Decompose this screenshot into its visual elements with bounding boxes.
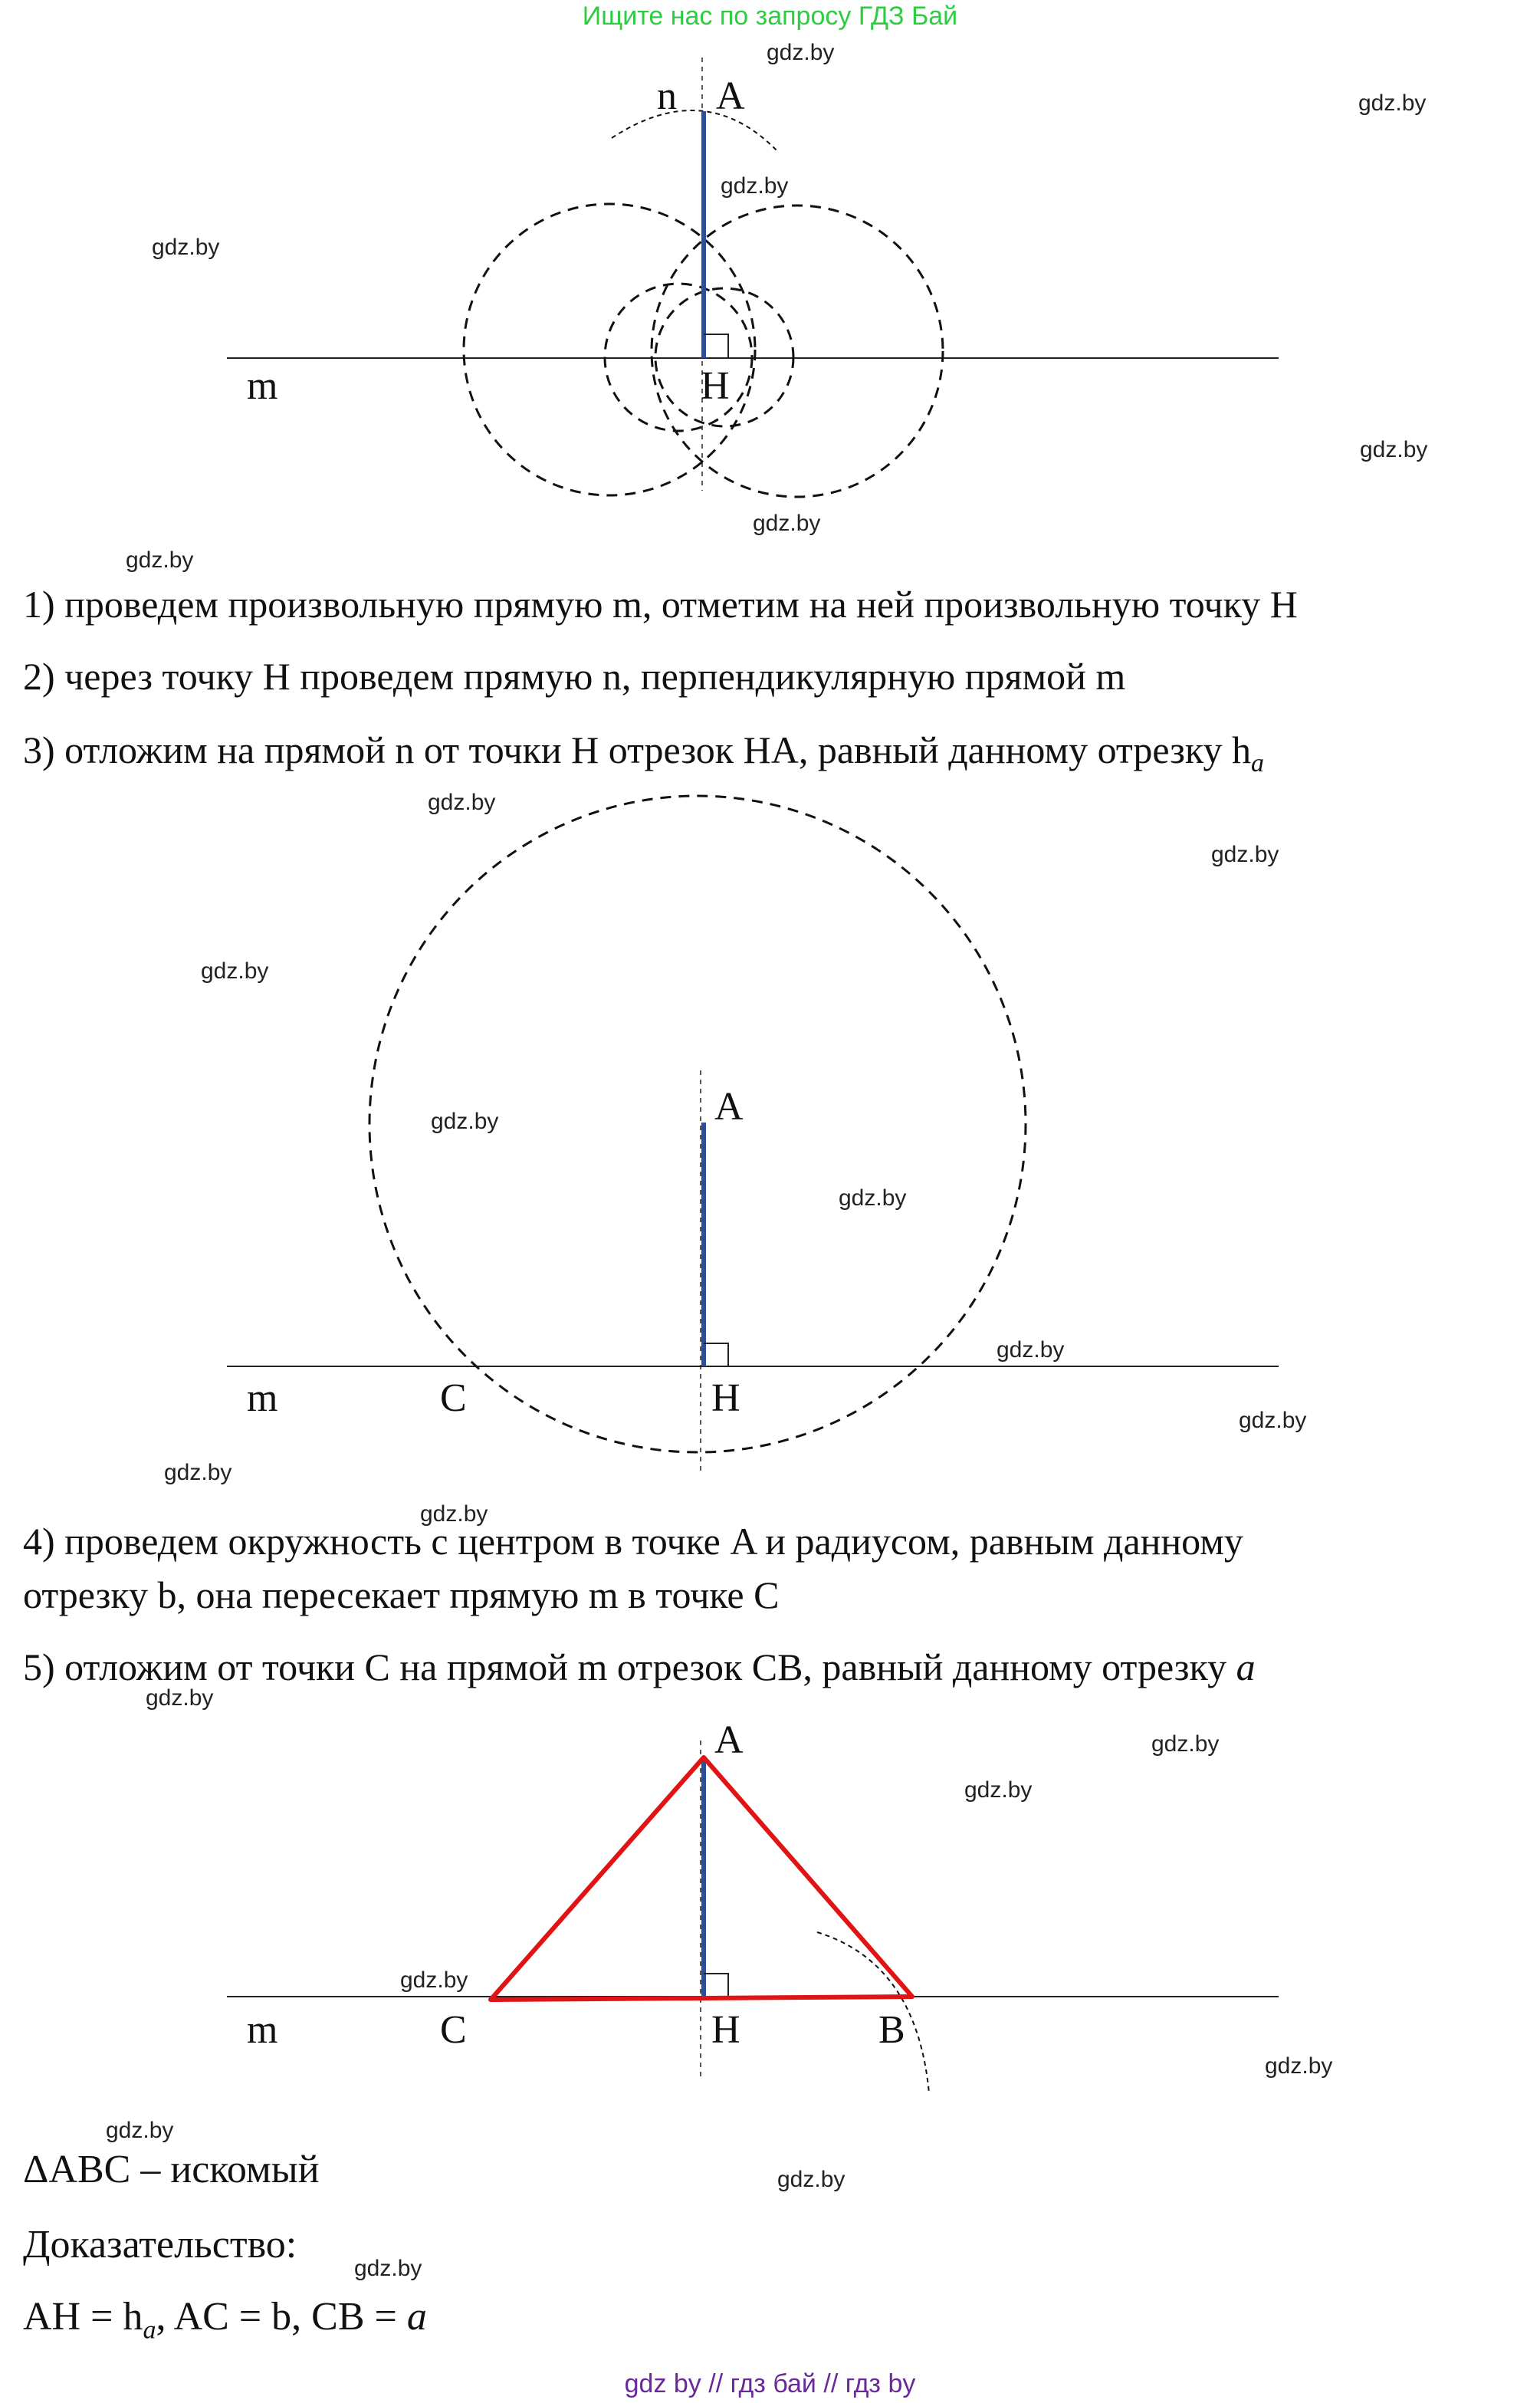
right-angle-mark	[704, 1343, 728, 1366]
right-angle-mark	[704, 1974, 728, 1997]
watermark[interactable]: gdz.by	[753, 511, 821, 536]
step-2: 2) через точку H проведем прямую n, перпендикулярную прямой m	[23, 655, 1126, 698]
step-5-text: 5) отложим от точки C на прямой m отрезок CB, равный данному отрезку	[23, 1645, 1236, 1688]
watermark[interactable]: gdz.by	[1360, 437, 1428, 462]
label-c: C	[440, 2008, 467, 2052]
watermark[interactable]: gdz.by	[201, 958, 269, 984]
label-a: A	[716, 74, 745, 118]
step-1: 1) проведем произвольную прямую m, отметим на ней произвольную точку H	[23, 583, 1298, 626]
label-c: C	[440, 1376, 467, 1420]
watermark[interactable]: gdz.by	[1358, 90, 1427, 116]
watermark[interactable]: gdz.by	[767, 40, 835, 65]
step-5	[23, 1642, 1256, 1691]
figure-3-triangle	[0, 1710, 1540, 2109]
watermark[interactable]: gdz.by	[126, 547, 194, 573]
figure-1-construction	[0, 0, 1540, 583]
watermark[interactable]: gdz.by	[400, 1967, 468, 1993]
label-n: n	[657, 74, 677, 118]
watermark[interactable]: gdz.by	[428, 790, 496, 815]
step-5-variable: a	[1236, 1645, 1256, 1688]
proof-ah-subscript: a	[143, 2316, 156, 2345]
step-3	[23, 725, 1264, 788]
conclusion: ΔABC – искомый	[23, 2148, 320, 2191]
label-b: B	[878, 2008, 905, 2052]
watermark[interactable]: gdz.by	[106, 2118, 174, 2143]
proof-ac-cb: , AC = b, CB =	[156, 2295, 407, 2339]
label-h: H	[701, 364, 730, 408]
arc-at-a	[612, 110, 778, 152]
right-angle-mark	[704, 334, 728, 358]
watermark[interactable]: gdz.by	[839, 1185, 907, 1211]
watermark[interactable]: gdz.by	[721, 173, 789, 199]
proof-formula	[23, 2294, 427, 2345]
label-m: m	[247, 1376, 278, 1420]
watermark[interactable]: gdz.by	[1239, 1408, 1307, 1433]
label-h: H	[711, 2008, 740, 2052]
step-3-text: 3) отложим на прямой n от точки H отрезок HA, равный данному отрезку h	[23, 728, 1252, 771]
watermark[interactable]: gdz.by	[431, 1109, 499, 1134]
step-3-subscript: a	[1251, 749, 1265, 777]
watermark[interactable]: gdz.by	[1211, 842, 1279, 867]
watermark[interactable]: gdz.by	[146, 1685, 214, 1711]
proof-cb-variable: a	[406, 2295, 427, 2339]
auxiliary-circle-left	[464, 204, 755, 495]
watermark[interactable]: gdz.by	[420, 1501, 488, 1527]
proof-heading: Доказательство:	[23, 2223, 297, 2267]
label-h: H	[711, 1376, 740, 1420]
top-banner[interactable]: Ищите нас по запросу ГДЗ Бай	[582, 2, 958, 31]
watermark[interactable]: gdz.by	[354, 2256, 422, 2281]
label-a: A	[714, 1718, 744, 1762]
watermark[interactable]: gdz.by	[997, 1337, 1065, 1363]
step-4-line-2: отрезку b, она пересекает прямую m в точке C	[23, 1573, 780, 1616]
proof-ah: AH = h	[23, 2295, 143, 2339]
label-a: A	[714, 1085, 744, 1129]
auxiliary-circle-right	[652, 205, 943, 497]
watermark[interactable]: gdz.by	[964, 1777, 1033, 1803]
figure-2-construction	[0, 782, 1540, 1487]
arc-at-b	[817, 1932, 929, 2093]
watermark[interactable]: gdz.by	[152, 235, 220, 260]
footer-links[interactable]: gdz by // гдз бай // гдз by	[624, 2369, 916, 2398]
watermark[interactable]: gdz.by	[777, 2167, 846, 2192]
label-m: m	[247, 364, 278, 408]
watermark[interactable]: gdz.by	[1151, 1731, 1220, 1757]
watermark[interactable]: gdz.by	[164, 1460, 232, 1485]
label-m: m	[247, 2008, 278, 2052]
watermark[interactable]: gdz.by	[1265, 2053, 1333, 2079]
step-4-line-1: 4) проведем окружность с центром в точке A и радиусом, равным данному	[23, 1520, 1243, 1563]
